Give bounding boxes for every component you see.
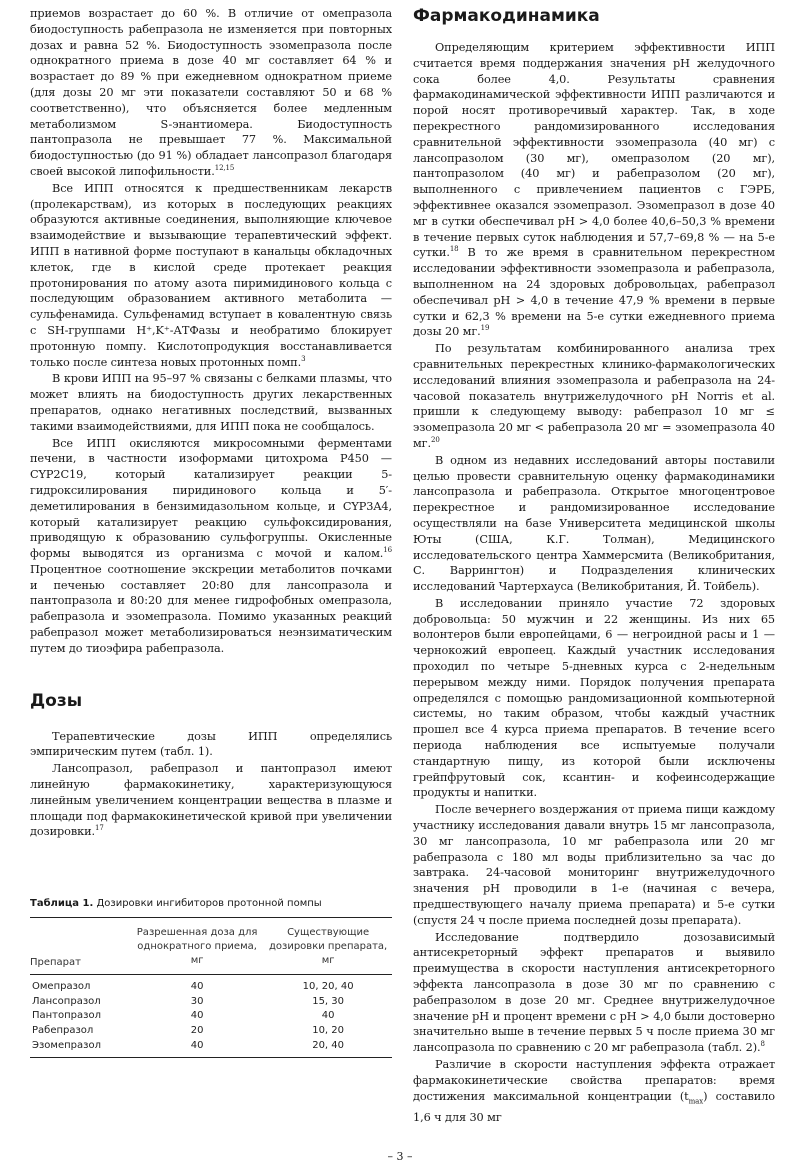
table-header-single-dose: Разрешенная доза для однократного приема, мг <box>136 927 258 967</box>
paragraph: По результатам комбинированного анализа трех сравнительных перекрестных клинико-фармакологических исследований влияния эзомепразола и рабепразола на 24-часовой показатель внутрижелудочного pH Norris et al. пришли к следующему выводу: рабепразол 10 мг ≤ эзомепразола 20 мг < рабепразола 20 мг = эзомепразола 40 мг.$^{20}$ <box>413 342 775 450</box>
paragraph: Определяющим критерием эффективности ИПП считается время поддержания значения pH желудочного сока более 4,0. Результаты сравнения фармакодинамической эффективности ИПП различаются и порой носят противоречивый характер. Так, в ходе перекрестного рандомизированного исследования сравнительной эффективности эзомепразола (40 мг) с лансопразолом (30 мг), омепразолом (20 мг), пантопразолом (40 мг) и рабепразолом (20 мг), выполненного с привлечением пациентов с ГЭРБ, эффективнее оказался эзомепразол. Эзомепразол в дозе 40 мг в сутки обеспечивал pH > 4,0 более 40,6–50,3 % времени в течение первых суток наблюдения и 57,7–69,8 % — на 5-е сутки.$^{18}$ В то же время в сравнительном перекрестном исследовании эффективности эзомепразола и рабепразола, выполненном на 24 здоровых добровольцах, рабепразол обеспечивал pH > 4,0 в течение 47,9 % времени в первые сутки и 62,3 % времени на 5-е сутки ежедневного приема дозы 20 мг.$^{19}$ <box>413 41 775 339</box>
table-cell-existing: 15, 30 <box>312 995 345 1007</box>
left-column <box>30 6 392 1058</box>
table-row <box>30 995 392 1010</box>
paragraph: Все ИПП окисляются микросомными ферментами печени, в частности изоформами цитохрома P450 — CYP2C19, который катализирует реакции 5-гидроксилирования пиридинового кольца и 5′-деметилирования в бензимидазольном кольце, и CYP3A4, который катализирует реакцию сульфоксидирования, приводящую к образованию сульфогруппы. Окисленные формы выводятся из организма с мочой и калом.$^{16}$ Процентное соотношение экскреции метаболитов почками и печенью составляет 20:80 для лансопразола и пантопразола и 80:20 для менее гидрофобных омепразола, рабепразола и эзомепразола. Помимо указанных реакций рабепразол может метаболизироваться неэнзиматическим путем до тиоэфира рабепразола. <box>30 436 392 655</box>
table-row <box>30 975 392 995</box>
dosage-table <box>30 917 392 1058</box>
dosage-table-block <box>30 898 392 1058</box>
table-cell-existing: 10, 20, 40 <box>264 975 392 995</box>
table-cell-drug: Пантопразол <box>32 1010 101 1022</box>
table-cell-existing: 40 <box>321 1010 335 1022</box>
paragraph: Различие в скорости наступления эффекта отражает фармакокинетические свойства препаратов: время достижения максимальной концентрации $(t_{max})$ составило 1,6 ч для 30 мг <box>413 1058 775 1124</box>
table-row <box>30 1024 392 1039</box>
table-cell-drug: Лансопразол <box>32 995 101 1007</box>
table-header-drug: Препарат <box>30 957 81 969</box>
table-body <box>30 975 392 1058</box>
table-cell-single: 20 <box>190 1025 204 1037</box>
table-row <box>30 1039 392 1058</box>
table-caption: Таблица 1. Дозировки ингибиторов протонной помпы <box>30 898 322 910</box>
paragraph: Лансопразол, рабепразол и пантопразол имеют линейную фармакокинетику, характеризующуюся линейным увеличением концентрации вещества в плазме и площади под фармакокинетической кривой при увеличении дозировки.$^{17}$ <box>30 762 392 839</box>
paragraph: В крови ИПП на 95–97 % связаны с белками плазмы, что может влиять на биодоступность других лекарственных препаратов, однако негативных последствий, вызванных такими взаимодействиями, для ИПП пока не сообщалось. <box>30 372 392 433</box>
table-cell-single: 40 <box>130 1039 264 1058</box>
table-cell-existing: 10, 20 <box>312 1025 345 1037</box>
paragraph: В исследовании приняло участие 72 здоровых добровольца: 50 мужчин и 22 женщины. Из них 65 волонтеров были европейцами, 6 — негроидной расы и 1 — чернокожий европеец. Каждый участник исследования проходил по четыре 5-дневных курса с 2-недельным перерывом между ними. Порядок получения препарата определялся с помощью рандомизационной компьютерной системы, но таким образом, чтобы каждый участник прошел все 4 курса приема препаратов. В течение всего периода наблюдения все испытуемые получали стандартную пищу, из которой были исключены грейпфрутовый сок, ксантин- и кофеинсодержащие продукты и напитки. <box>413 596 775 800</box>
table-cell-drug: Эзомепразол <box>30 1039 130 1058</box>
paragraph: Терапевтические дозы ИПП определялись эмпирическим путем (табл. 1). <box>30 729 392 759</box>
table-header-existing-doses: Существующие дозировки препарата, мг <box>268 927 388 967</box>
table-row <box>30 1009 392 1024</box>
table-cell-drug: Рабепразол <box>32 1025 94 1037</box>
page-number: – 3 – <box>387 1150 413 1163</box>
paragraph: Исследование подтвердило дозозависимый антисекреторный эффект препаратов и выявило преимущества в скорости наступления антисекреторного эффекта лансопразола в дозе 30 мг по сравнению с рабепразолом в дозе 20 мг. Среднее внутрижелудочное значение pH и процент времени с pH > 4,0 были достоверно значительно выше в течение первых 5 ч после приема 30 мг лансопразола по сравнению с 20 мг рабепразола (табл. 2).$^8$ <box>413 930 775 1055</box>
table-cell-single: 40 <box>130 975 264 995</box>
section-heading-doses: Дозы <box>30 690 83 711</box>
paragraph: Все ИПП относятся к предшественникам лекарств (пролекарствам), из которых в последующих реакциях образуются активные соединения, выполняющие ключевое взаимодействие и вызывающие терапевтический эффект. ИПП в нативной форме поступают в канальцы обкладочных клеток, где в кислой среде протекает реакция протонирования по атому азота пиримидинового кольца с последующим образованием активного метаболита — сульфенамида. Сульфенамид вступает в ковалентную связь с SH-группами H⁺,K⁺-АТФазы и необратимо блокирует протонную помпу. Кислотопродукция восстанавливается только после синтеза новых протонных помп.$^3$ <box>30 181 392 369</box>
right-column <box>413 6 775 1126</box>
table-cell-drug: Омепразол <box>30 975 130 995</box>
section-heading-pharmacodynamics: Фармакодинамика <box>413 6 600 26</box>
paragraph: В одном из недавних исследований авторы поставили целью провести сравнительную оценку фармакодинамики лансопразола и рабепразола. Открытое многоцентровое перекрестное и рандомизированное исследование осуществляли на базе Университета медицинской школы Юты (США, К.Г. Толман), Медицинского исследовательского центра Хаммерсмита (Великобритания, С. Варрингтон) и Подразделения клинических исследований Чартерхауса (Великобритания, Й. Тойбель). <box>413 453 775 594</box>
table-cell-existing: 20, 40 <box>264 1039 392 1058</box>
table-cell-single: 30 <box>190 995 204 1007</box>
paragraph: приемов возрастает до 60 %. В отличие от омепразола биодоступность рабепразола не изменяется при повторных дозах и равна 52 %. Биодоступность эзомепразола после однократного приема в дозе 40 мг составляет 64 % и возрастает до 89 % при ежедневном однократном приеме (для дозы 20 мг эти показатели составляют 50 и 68 % соответственно), что объясняется более медленным метаболизмом S-энантиомера. Биодоступность пантопразола не превышает 77 %. Максимальной биодоступностью (до 91 %) обладает лансопразол благодаря своей высокой липофильности.$^{12,15}$ <box>30 7 392 178</box>
table-cell-single: 40 <box>190 1010 204 1022</box>
paragraph: После вечернего воздержания от приема пищи каждому участнику исследования давали внутрь 15 мг лансопразола, 30 мг лансопразола, 10 мг рабепразола или 20 мг рабепразола с 180 мл воды приблизительно за час до завтрака. 24-часовой мониторинг внутрижелудочного значения pH проводили в 1-е (начиная с вечера, предшествующего началу приема препарата) и 5-е сутки (спустя 24 ч после приема последней дозы препарата). <box>413 803 775 927</box>
